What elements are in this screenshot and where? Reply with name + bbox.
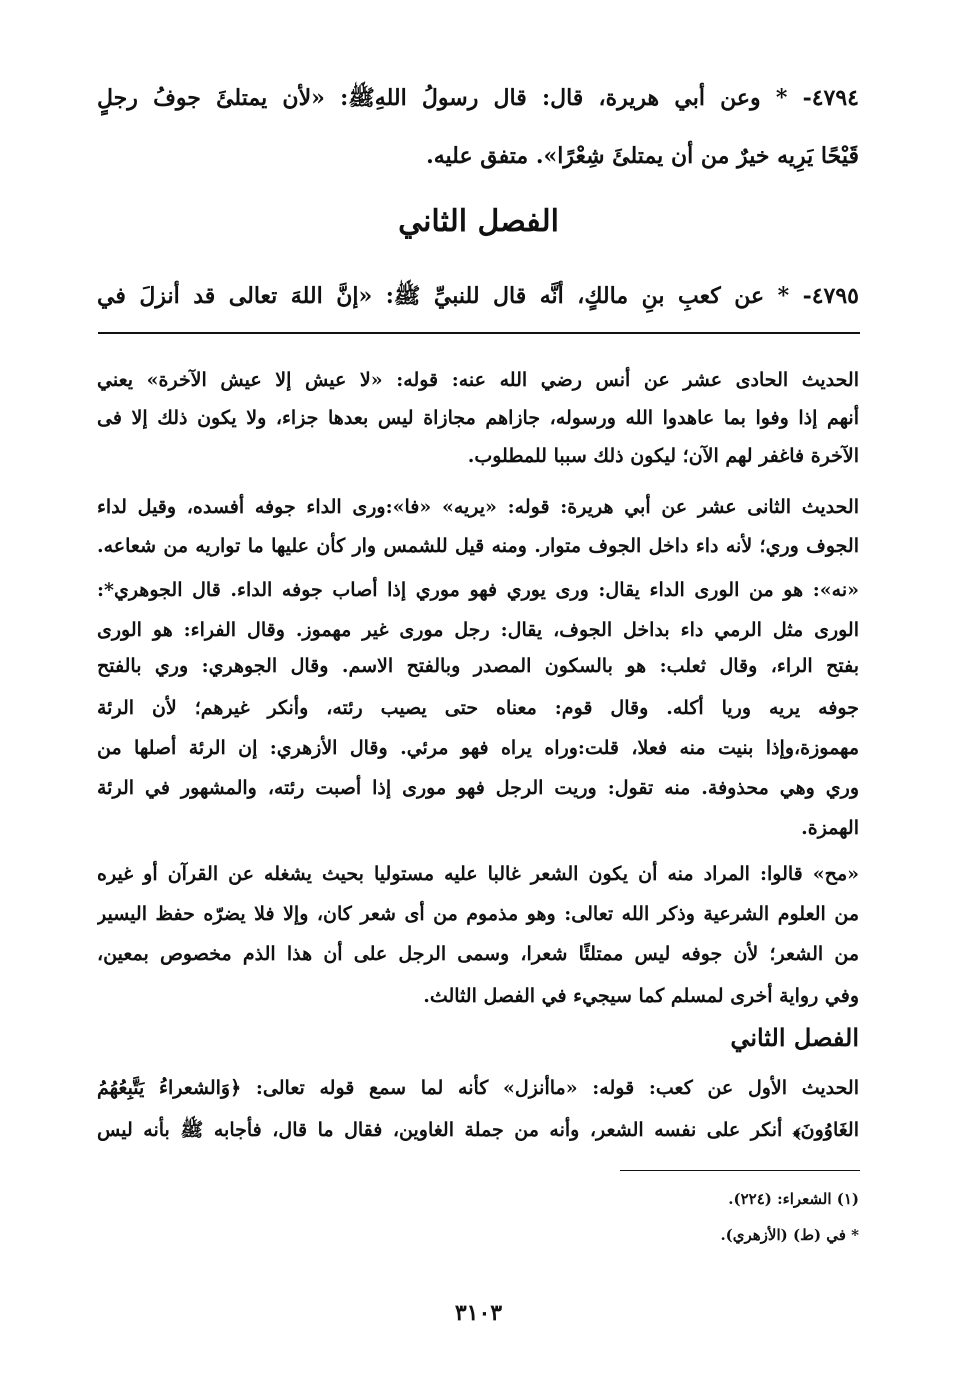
commentary-p4-line-1: الحديث الأول عن كعب: قوله: «ماأنزل» كأنه لما سمع قوله تعالى: ﴿وَالشعراءُ يَتَّبِعُهُمُ [97, 1077, 859, 1099]
footnote-2: * في (ط) (الأزهري). [720, 1226, 859, 1244]
commentary-p2-line-2: الجوف وري؛ لأنه داء داخل الجوف متوار. ومنه قيل للشمس وار كأن عليها ما تواريه من شعاعه. [97, 535, 859, 557]
commentary-p3-line-3: من الشعر؛ لأن جوفه ليس ممتلئًا شعرا، وسمى الرجل على أن هذا الذم مخصوص بمعين، [97, 943, 859, 965]
text-separator-rule [98, 332, 860, 334]
commentary-p2-line-9: الهمزة. [801, 817, 859, 839]
hadith-4795-line: ٤٧٩٥- * عن كعبِ بنِ مالكٍ، أنَّه قال للنبيِّ ﷺ: «إنَّ اللهَ تعالى قد أنزلَ في [97, 283, 859, 309]
commentary-p2-line-4: الورى مثل الرمي داء بداخل الجوف، يقال: رجل مورى غير مهموز. وقال الفراء: هو الورى [97, 619, 859, 641]
commentary-p2-line-5: بفتح الراء، وقال ثعلب: هو بالسكون المصدر وبالفتح الاسم. وقال الجوهري: وري بالفتح [97, 655, 859, 677]
commentary-p2-line-3: «نه»: هو من الورى الداء يقال: ورى يوري فهو موري إذا أصاب جوفه الداء. قال الجوهري*: [97, 579, 859, 601]
commentary-p3-line-2: من العلوم الشرعية وذكر الله تعالى: وهو مذموم من أى شعر كان، وإلا فلا يضرّه حفظ اليسير [97, 903, 859, 925]
commentary-p2-line-8: وري وهي محذوفة. منه تقول: وريت الرجل فهو مورى إذا أصبت رئته، والمشهور في الرئة [97, 777, 859, 799]
hadith-4794-line-1: ٤٧٩٤- * وعن أبي هريرة، قال: قال رسولُ اللهِﷺ: «لأن يمتلئَ جوفُ رجلٍ [97, 85, 859, 111]
footnote-rule [620, 1170, 860, 1171]
hadith-4794-line-2: قَيْحًا يَرِيه خيرٌ من أن يمتلئَ شِعْرًا». متفق عليه. [426, 143, 859, 169]
commentary-p2-line-6: جوفه يريه وريا أكله. وقال قوم: معناه حتى يصيب رئته، وأنكر غيرهم؛ لأن الرئة [97, 697, 859, 719]
commentary-p2-line-7: مهموزة،وإذا بنيت منه فعلا، قلت:وراه يراه فهو مرئي. وقال الأزهري: إن الرئة أصلها من [97, 737, 859, 759]
page-number: ٣١٠٣ [454, 1300, 503, 1326]
commentary-p1-line-1: الحديث الحادى عشر عن أنس رضي الله عنه: قوله: «لا عيش إلا عيش الآخرة» يعني [97, 369, 859, 391]
commentary-p2-line-1: الحديث الثانى عشر عن أبي هريرة: قوله: «يريه» «فا»:ورى الداء جوفه أفسده، وقيل لداء [97, 496, 859, 518]
footnote-1: (١) الشعراء: (٢٢٤). [728, 1190, 859, 1208]
commentary-heading: الفصل الثاني [730, 1023, 859, 1052]
section-heading: الفصل الثاني [398, 204, 559, 239]
commentary-p3-line-4: وفي رواية أخرى لمسلم كما سيجيء في الفصل الثالث. [423, 985, 859, 1007]
commentary-p3-line-1: «مح» قالوا: المراد منه أن يكون الشعر غالبا عليه مستوليا بحيث يشغله عن القرآن أو غيره [97, 863, 859, 885]
commentary-p1-line-2: أنهم إذا وفوا بما عاهدوا الله ورسوله، جازاهم مجازاة ليس بعدها جزاء، ولا يكون ذلك إلا فى [97, 407, 859, 429]
commentary-p4-line-2: الغَاوُونَ﴾ أنكر على نفسه الشعر، وأنه من جملة الغاوين، فقال ما قال، فأجابه ﷺ بأنه ليس [97, 1119, 859, 1141]
commentary-p1-line-3: الآخرة فاغفر لهم الآن؛ ليكون ذلك سببا للمطلوب. [467, 445, 859, 467]
